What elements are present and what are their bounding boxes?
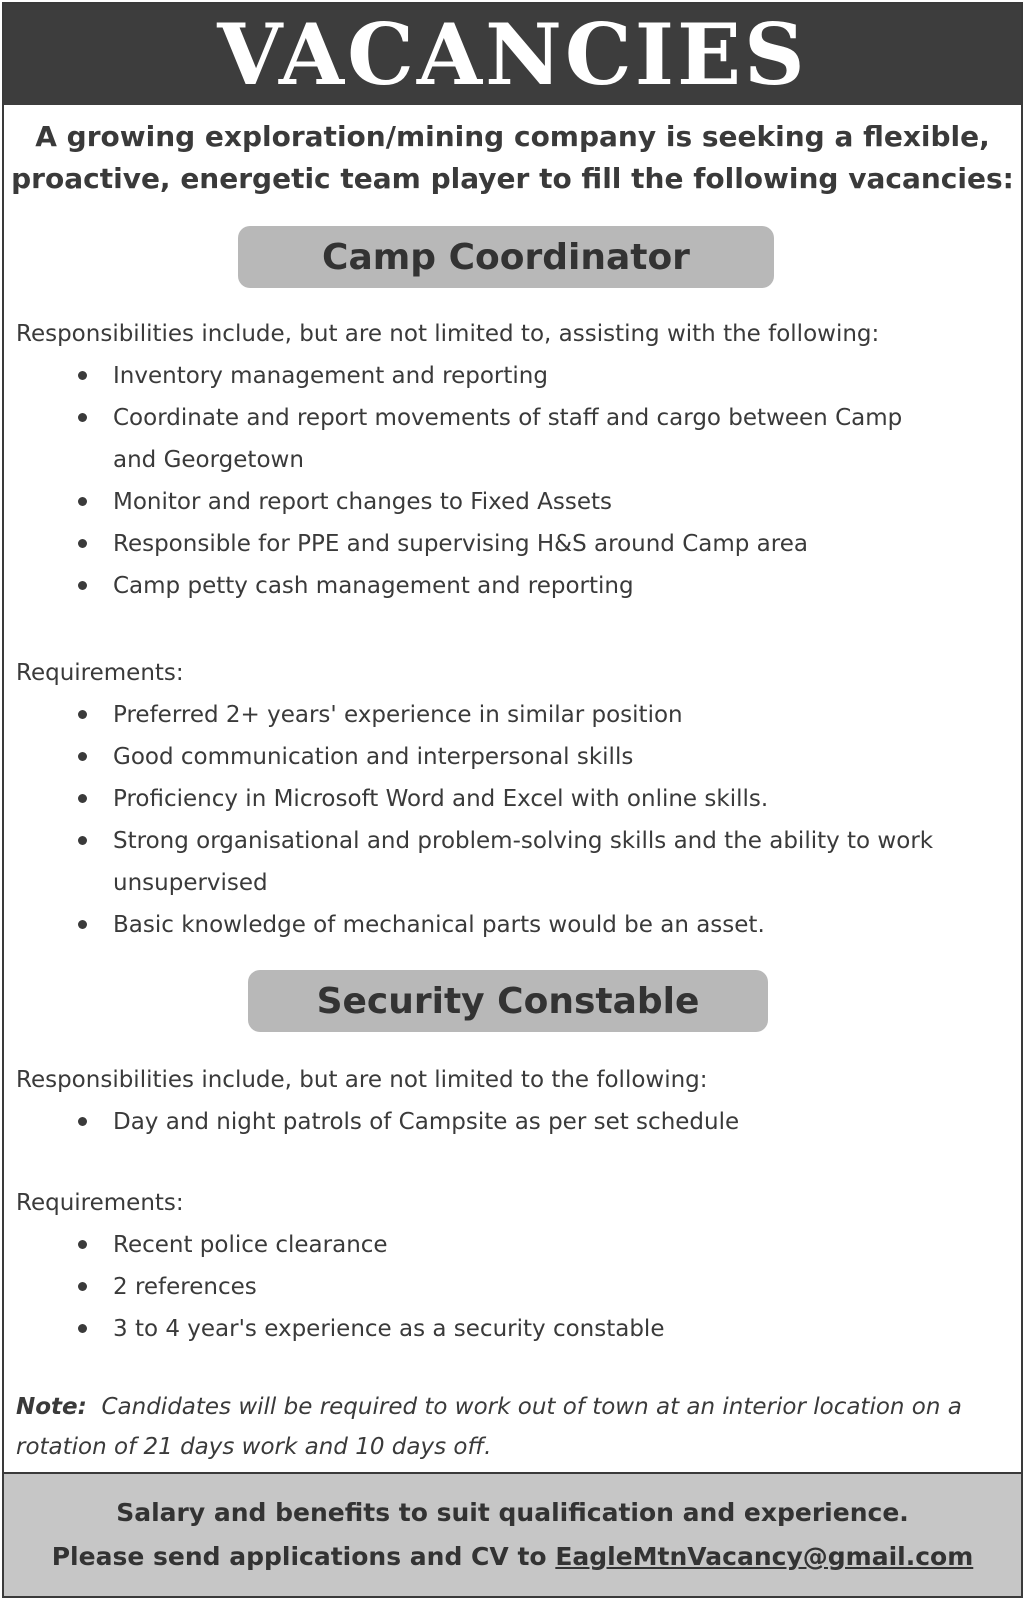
note-label: Note: bbox=[16, 1394, 87, 1420]
intro-line-2: proactive, energetic team player to fill the following vacancies: bbox=[11, 162, 1014, 195]
security-requirements bbox=[16, 1182, 1011, 1350]
camp-responsibilities-lead: Responsibilities include, but are not limited to, assisting with the following: bbox=[16, 321, 880, 347]
page-title: VACANCIES bbox=[217, 4, 808, 104]
security-requirements-lead: Requirements: bbox=[16, 1190, 184, 1216]
list-item: Camp petty cash management and reporting bbox=[16, 565, 1011, 607]
list-item: 3 to 4 year's experience as a security constable bbox=[16, 1308, 1011, 1350]
security-requirements-list bbox=[16, 1224, 1011, 1350]
security-responsibilities bbox=[16, 1059, 1011, 1143]
intro-line-1: A growing exploration/mining company is seeking a flexible, bbox=[35, 120, 990, 153]
footer-salary-line: Salary and benefits to suit qualification and experience. bbox=[116, 1498, 909, 1527]
list-item: Good communication and interpersonal skills bbox=[16, 736, 1011, 778]
footer-apply-line bbox=[52, 1535, 974, 1579]
job-title-security-constable: Security Constable bbox=[248, 970, 768, 1032]
note-body: Candidates will be required to work out of town at an interior location on a rotation of 21 days work and 10 days off. bbox=[16, 1394, 962, 1460]
list-item: Strong organisational and problem-solving skills and the ability to work unsupervised bbox=[16, 820, 1011, 904]
camp-requirements-list bbox=[16, 694, 1011, 946]
security-responsibilities-lead: Responsibilities include, but are not limited to the following: bbox=[16, 1067, 708, 1093]
list-item: 2 references bbox=[16, 1266, 1011, 1308]
note-text bbox=[16, 1387, 1001, 1467]
intro-text bbox=[4, 116, 1021, 200]
email-link[interactable]: EagleMtnVacancy@gmail.com bbox=[555, 1542, 974, 1571]
list-item: Day and night patrols of Campsite as per set schedule bbox=[16, 1101, 1011, 1143]
camp-responsibilities bbox=[16, 313, 1011, 607]
list-item: Basic knowledge of mechanical parts would be an asset. bbox=[16, 904, 1011, 946]
list-item: Proficiency in Microsoft Word and Excel with online skills. bbox=[16, 778, 1011, 820]
list-item: Coordinate and report movements of staff and cargo between Camp and Georgetown bbox=[16, 397, 1011, 481]
camp-requirements-lead: Requirements: bbox=[16, 660, 184, 686]
vacancy-advert bbox=[2, 2, 1023, 1598]
job-title-camp-coordinator: Camp Coordinator bbox=[238, 226, 774, 288]
header-banner bbox=[4, 4, 1021, 105]
security-responsibilities-list bbox=[16, 1101, 1011, 1143]
list-item: Preferred 2+ years' experience in similar position bbox=[16, 694, 1011, 736]
camp-requirements bbox=[16, 652, 1011, 946]
list-item: Recent police clearance bbox=[16, 1224, 1011, 1266]
footer-banner bbox=[4, 1472, 1021, 1596]
footer-apply-prefix: Please send applications and CV to bbox=[51, 1542, 547, 1571]
list-item: Responsible for PPE and supervising H&S around Camp area bbox=[16, 523, 1011, 565]
list-item: Monitor and report changes to Fixed Assets bbox=[16, 481, 1011, 523]
camp-responsibilities-list bbox=[16, 355, 1011, 607]
list-item: Inventory management and reporting bbox=[16, 355, 1011, 397]
